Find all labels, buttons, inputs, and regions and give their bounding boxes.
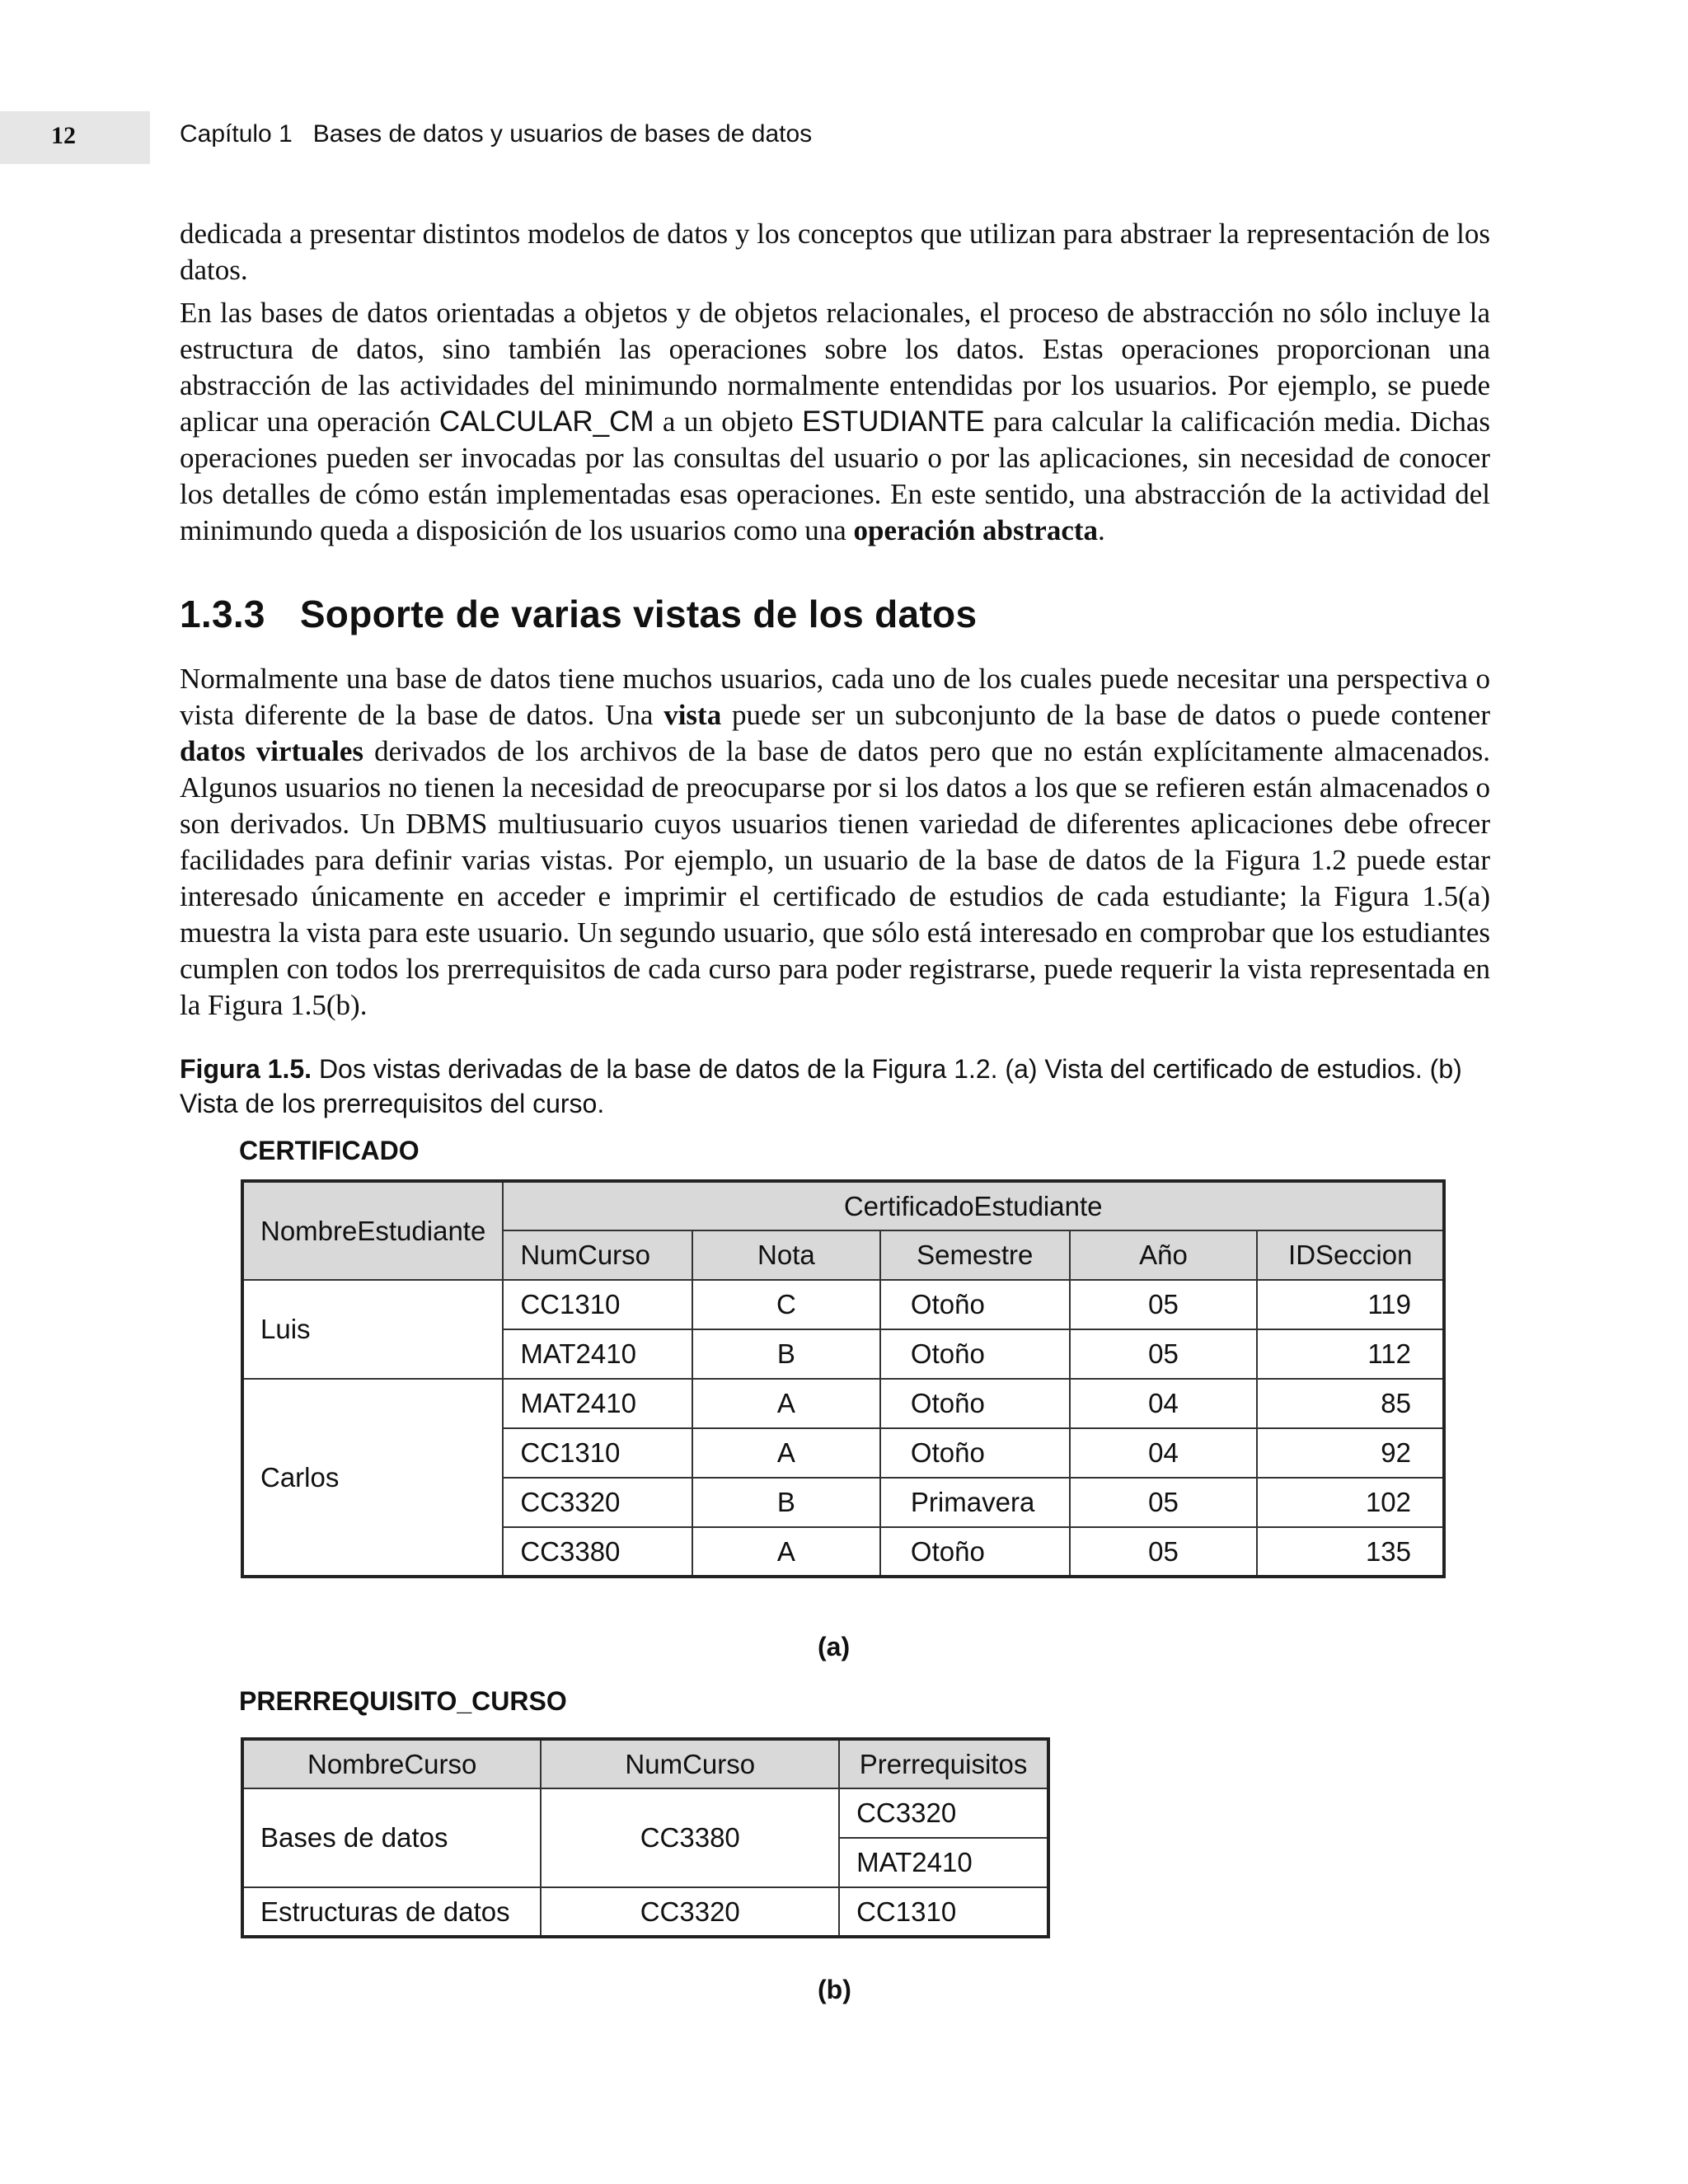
- text-run: a un objeto: [654, 405, 803, 438]
- figure-caption-text: Dos vistas derivadas de la base de datos de la Figura 1.2. (a) Vista del certificado de estudios. (b) Vista de los prerrequisitos del curso.: [180, 1054, 1462, 1118]
- column-header: IDSeccion: [1257, 1230, 1444, 1280]
- column-header: NumCurso: [541, 1739, 839, 1788]
- header-row: [242, 1739, 1048, 1788]
- paragraph-2: [180, 295, 1490, 549]
- table-cell: A: [692, 1379, 880, 1428]
- code-estudiante: ESTUDIANTE: [802, 405, 985, 438]
- table-cell: 05: [1070, 1527, 1258, 1577]
- term-operacion-abstracta: operación abstracta: [853, 514, 1099, 546]
- section-heading: [180, 592, 977, 636]
- header-nombre-estudiante: NombreEstudiante: [242, 1181, 503, 1280]
- student-name-cell: Carlos: [242, 1379, 503, 1577]
- table-row: [242, 1280, 1444, 1329]
- header-certificado-estudiante: CertificadoEstudiante: [503, 1181, 1444, 1230]
- table-row: [242, 1379, 1444, 1428]
- table-cell: Otoño: [880, 1428, 1070, 1478]
- table-cell: A: [692, 1428, 880, 1478]
- column-header: NumCurso: [503, 1230, 692, 1280]
- paragraph-3: [180, 661, 1490, 1024]
- table-cell: Primavera: [880, 1478, 1070, 1527]
- table-cell: 05: [1070, 1280, 1258, 1329]
- text-run: para calcular la calificación media. Dichas operaciones pueden ser invocadas por las consultas del usuario o por las aplicaciones, sin necesidad de conocer los detalles de cómo están implementadas esas operaciones. En este sentido, una abstracción de la actividad del minimundo queda a disposición de los usuarios como una: [180, 405, 1490, 546]
- course-num-cell: CC3380: [541, 1788, 839, 1887]
- table-cell: B: [692, 1478, 880, 1527]
- table-cell: 135: [1257, 1527, 1444, 1577]
- prereq-cell: MAT2410: [839, 1838, 1048, 1887]
- table-cell: 05: [1070, 1478, 1258, 1527]
- table-cell: Otoño: [880, 1527, 1070, 1577]
- text-run: En las bases de datos orientadas a objetos y de objetos relacionales, el proceso de abstracción no sólo incluye la estructura de datos, sino también las operaciones sobre los datos. Estas operaciones proporcionan una abstracción de las actividades del minimundo normalmente entendidas por los usuarios. Por ejemplo, se puede aplicar una operación: [180, 297, 1490, 438]
- table-cell: Otoño: [880, 1329, 1070, 1379]
- table-cell: Otoño: [880, 1379, 1070, 1428]
- section-number: 1.3.3: [180, 593, 265, 635]
- table-cell: 05: [1070, 1329, 1258, 1379]
- table-cell: CC3380: [503, 1527, 692, 1577]
- prerrequisito-table: [241, 1737, 1050, 1938]
- table-cell: 92: [1257, 1428, 1444, 1478]
- table-cell: 112: [1257, 1329, 1444, 1379]
- certificado-table: [241, 1179, 1446, 1578]
- section-title: Soporte de varias vistas de los datos: [299, 593, 978, 635]
- table-cell: 04: [1070, 1428, 1258, 1478]
- term-vista: vista: [663, 699, 722, 731]
- text-run: derivados de los archivos de la base de datos pero que no están explícitamente almacenados. Algunos usuarios no tienen la necesidad de preocuparse por si los datos a los que se refieren están almacenados o son derivados. Un DBMS multiusuario cuyos usuarios tienen variedad de diferentes aplicaciones debe ofrecer facilidades para definir varias vistas. Por ejemplo, un usuario de la base de datos de la Figura 1.2 puede estar interesado únicamente en acceder e imprimir el certificado de estudios de cada estudiante; la Figura 1.5(a) muestra la vista para este usuario. Un segundo usuario, que sólo está interesado en comprobar que los estudiantes cumplen con todos los prerrequisitos de cada curso para poder registrarse, puede requerir la vista representada en la Figura 1.5(b).: [180, 735, 1490, 1021]
- table-cell: Otoño: [880, 1280, 1070, 1329]
- course-name-cell: Estructuras de datos: [242, 1887, 541, 1937]
- running-head: Capítulo 1 Bases de datos y usuarios de bases de datos: [180, 120, 813, 148]
- prerrequisito-title: PRERREQUISITO_CURSO: [239, 1686, 567, 1716]
- course-name-cell: Bases de datos: [242, 1788, 541, 1887]
- column-header: Prerrequisitos: [839, 1739, 1048, 1788]
- table-cell: CC3320: [503, 1478, 692, 1527]
- term-datos-virtuales: datos virtuales: [180, 735, 364, 767]
- column-header: Nota: [692, 1230, 880, 1280]
- table-cell: 04: [1070, 1379, 1258, 1428]
- table-cell: 102: [1257, 1478, 1444, 1527]
- table-cell: CC1310: [503, 1280, 692, 1329]
- column-header: NombreCurso: [242, 1739, 541, 1788]
- prereq-cell: CC1310: [839, 1887, 1048, 1937]
- paragraph-1: dedicada a presentar distintos modelos de datos y los conceptos que utilizan para abstraer la representación de los datos.: [180, 218, 1490, 286]
- prereq-cell: CC3320: [839, 1788, 1048, 1838]
- table-cell: CC1310: [503, 1428, 692, 1478]
- subfigure-label-b: (b): [818, 1975, 851, 2004]
- table-cell: MAT2410: [503, 1379, 692, 1428]
- table-cell: MAT2410: [503, 1329, 692, 1379]
- subfigure-label-a: (a): [818, 1632, 851, 1661]
- column-header: Año: [1070, 1230, 1258, 1280]
- text-run: puede ser un subconjunto de la base de datos o puede contener: [721, 699, 1490, 731]
- text-run: .: [1098, 514, 1105, 546]
- table-row: [242, 1788, 1048, 1838]
- figure-label: Figura 1.5.: [180, 1054, 312, 1084]
- table-cell: 85: [1257, 1379, 1444, 1428]
- table-row: [242, 1887, 1048, 1937]
- code-calcular-cm: CALCULAR_CM: [438, 405, 654, 438]
- table-cell: 119: [1257, 1280, 1444, 1329]
- course-num-cell: CC3320: [541, 1887, 839, 1937]
- header-row: [242, 1181, 1444, 1230]
- table-cell: C: [692, 1280, 880, 1329]
- certificado-title: CERTIFICADO: [239, 1136, 420, 1165]
- page-number: 12: [51, 122, 76, 149]
- text-run: Normalmente una base de datos tiene muchos usuarios, cada uno de los cuales puede necesitar una perspectiva o vista diferente de la base de datos. Una: [180, 663, 1490, 731]
- table-cell: B: [692, 1329, 880, 1379]
- student-name-cell: Luis: [242, 1280, 503, 1379]
- column-header: Semestre: [880, 1230, 1070, 1280]
- figure-caption: [180, 1052, 1498, 1121]
- table-cell: A: [692, 1527, 880, 1577]
